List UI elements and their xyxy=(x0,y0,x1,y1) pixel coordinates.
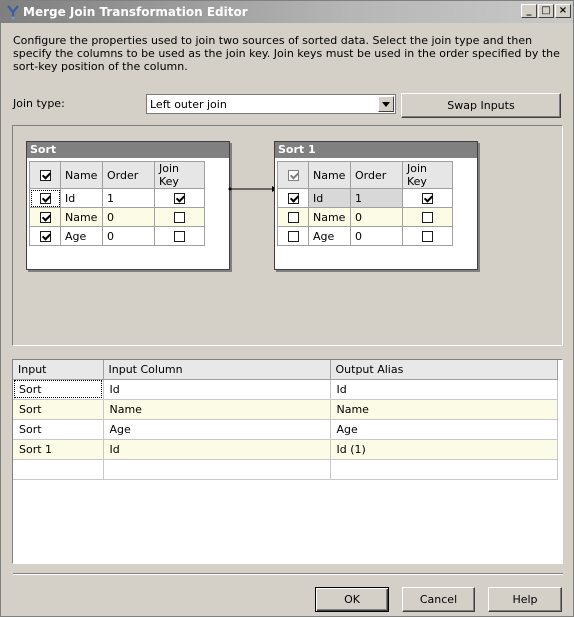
column-order: 0 xyxy=(351,227,403,246)
grid-header-output-alias[interactable]: Output Alias xyxy=(330,360,557,379)
description-text: Configure the properties used to join two sources of sorted data. Select the join type and then specify the columns to be used as the join key. Join keys must be used in the order specified by the sort-key position of the column. xyxy=(13,34,560,73)
table-row[interactable] xyxy=(13,379,557,399)
join-type-value: Left outer join xyxy=(150,98,227,111)
join-key-cell[interactable] xyxy=(403,208,453,227)
table-row[interactable] xyxy=(278,208,453,227)
minimize-button[interactable]: _ xyxy=(521,4,537,18)
column-order: 1 xyxy=(103,189,155,208)
column-name: Id xyxy=(309,189,351,208)
column-order: 0 xyxy=(103,227,155,246)
row-select-cell[interactable] xyxy=(278,208,309,227)
title-bar[interactable] xyxy=(1,1,573,23)
window-title: Merge Join Transformation Editor xyxy=(23,5,248,19)
output-columns-grid[interactable] xyxy=(12,359,563,564)
grid-cell-input-column[interactable] xyxy=(103,459,330,479)
select-all-checkbox[interactable] xyxy=(278,162,309,189)
table-row-new[interactable] xyxy=(13,459,557,479)
grid-header-input-column[interactable]: Input Column xyxy=(103,360,330,379)
join-key-cell[interactable] xyxy=(403,189,453,208)
cancel-button[interactable]: Cancel xyxy=(402,587,475,612)
merge-join-icon xyxy=(5,4,21,20)
grid-cell-input[interactable]: Sort xyxy=(13,399,103,419)
join-design-surface[interactable] xyxy=(12,125,563,346)
grid-header-input[interactable]: Input xyxy=(13,360,103,379)
column-header: Order xyxy=(351,162,403,189)
checkbox-icon[interactable] xyxy=(422,212,433,223)
row-select-cell[interactable] xyxy=(278,189,309,208)
grid-cell-output-alias[interactable]: Name xyxy=(330,399,557,419)
column-order: 1 xyxy=(351,189,403,208)
table-row[interactable] xyxy=(278,189,453,208)
row-select-cell[interactable] xyxy=(30,189,61,208)
chevron-down-icon[interactable] xyxy=(378,96,394,112)
input-columns-table xyxy=(29,161,205,246)
input-box-title: Sort xyxy=(27,142,229,158)
grid-cell-input-column[interactable]: Name xyxy=(103,399,330,419)
grid-cell-input-column[interactable]: Id xyxy=(103,379,330,399)
row-select-cell[interactable] xyxy=(30,208,61,227)
checkbox-icon[interactable] xyxy=(40,231,51,242)
grid-cell-input[interactable]: Sort xyxy=(13,419,103,439)
column-order: 0 xyxy=(351,208,403,227)
join-key-cell[interactable] xyxy=(403,227,453,246)
checkbox-icon[interactable] xyxy=(288,193,299,204)
column-header: Order xyxy=(103,162,155,189)
table-row[interactable] xyxy=(13,399,557,419)
grid-cell-output-alias[interactable] xyxy=(330,459,557,479)
column-name: Age xyxy=(61,227,103,246)
close-button[interactable]: × xyxy=(555,4,571,18)
grid-cell-input[interactable]: Sort 1 xyxy=(13,439,103,459)
row-select-cell[interactable] xyxy=(278,227,309,246)
grid-cell-input-column[interactable]: Age xyxy=(103,419,330,439)
grid-cell-output-alias[interactable]: Age xyxy=(330,419,557,439)
select-all-checkbox[interactable] xyxy=(30,162,61,189)
column-name: Name xyxy=(309,208,351,227)
table-row[interactable] xyxy=(278,227,453,246)
column-header: Name xyxy=(309,162,351,189)
table-row[interactable] xyxy=(30,227,205,246)
table-row[interactable] xyxy=(30,208,205,227)
checkbox-icon[interactable] xyxy=(40,170,51,181)
divider xyxy=(13,573,563,575)
table-row[interactable] xyxy=(13,419,557,439)
checkbox-icon[interactable] xyxy=(40,193,51,204)
checkbox-icon[interactable] xyxy=(422,193,433,204)
output-grid-table xyxy=(13,360,558,480)
join-type-label: Join type: xyxy=(13,97,65,110)
column-header: Name xyxy=(61,162,103,189)
column-header: Join Key xyxy=(155,162,205,189)
grid-cell-output-alias[interactable]: Id (1) xyxy=(330,439,557,459)
help-button[interactable]: Help xyxy=(488,587,562,612)
checkbox-icon[interactable] xyxy=(174,231,185,242)
input-box-title: Sort 1 xyxy=(275,142,477,158)
checkbox-icon[interactable] xyxy=(288,212,299,223)
join-key-cell[interactable] xyxy=(155,208,205,227)
checkbox-icon[interactable] xyxy=(174,193,185,204)
join-key-cell[interactable] xyxy=(155,227,205,246)
checkbox-icon[interactable] xyxy=(174,212,185,223)
column-name: Id xyxy=(61,189,103,208)
ok-button[interactable]: OK xyxy=(315,587,389,612)
input-box-sort[interactable] xyxy=(26,141,230,270)
swap-inputs-button[interactable]: Swap Inputs xyxy=(401,93,561,118)
column-name: Age xyxy=(309,227,351,246)
table-row[interactable] xyxy=(13,439,557,459)
table-row[interactable] xyxy=(30,189,205,208)
checkbox-icon[interactable] xyxy=(422,231,433,242)
column-name: Name xyxy=(61,208,103,227)
grid-cell-input[interactable] xyxy=(13,459,103,479)
input-box-sort-1[interactable] xyxy=(274,141,478,270)
checkbox-icon[interactable] xyxy=(40,212,51,223)
column-header: Join Key xyxy=(403,162,453,189)
maximize-button[interactable]: □ xyxy=(538,4,554,18)
grid-cell-input-column[interactable]: Id xyxy=(103,439,330,459)
row-select-cell[interactable] xyxy=(30,227,61,246)
join-key-cell[interactable] xyxy=(155,189,205,208)
column-order: 0 xyxy=(103,208,155,227)
checkbox-icon[interactable] xyxy=(288,231,299,242)
input-columns-table xyxy=(277,161,453,246)
checkbox-icon[interactable] xyxy=(288,170,299,181)
grid-cell-input[interactable]: Sort xyxy=(13,379,103,399)
join-type-dropdown[interactable] xyxy=(146,94,396,114)
grid-cell-output-alias[interactable]: Id xyxy=(330,379,557,399)
